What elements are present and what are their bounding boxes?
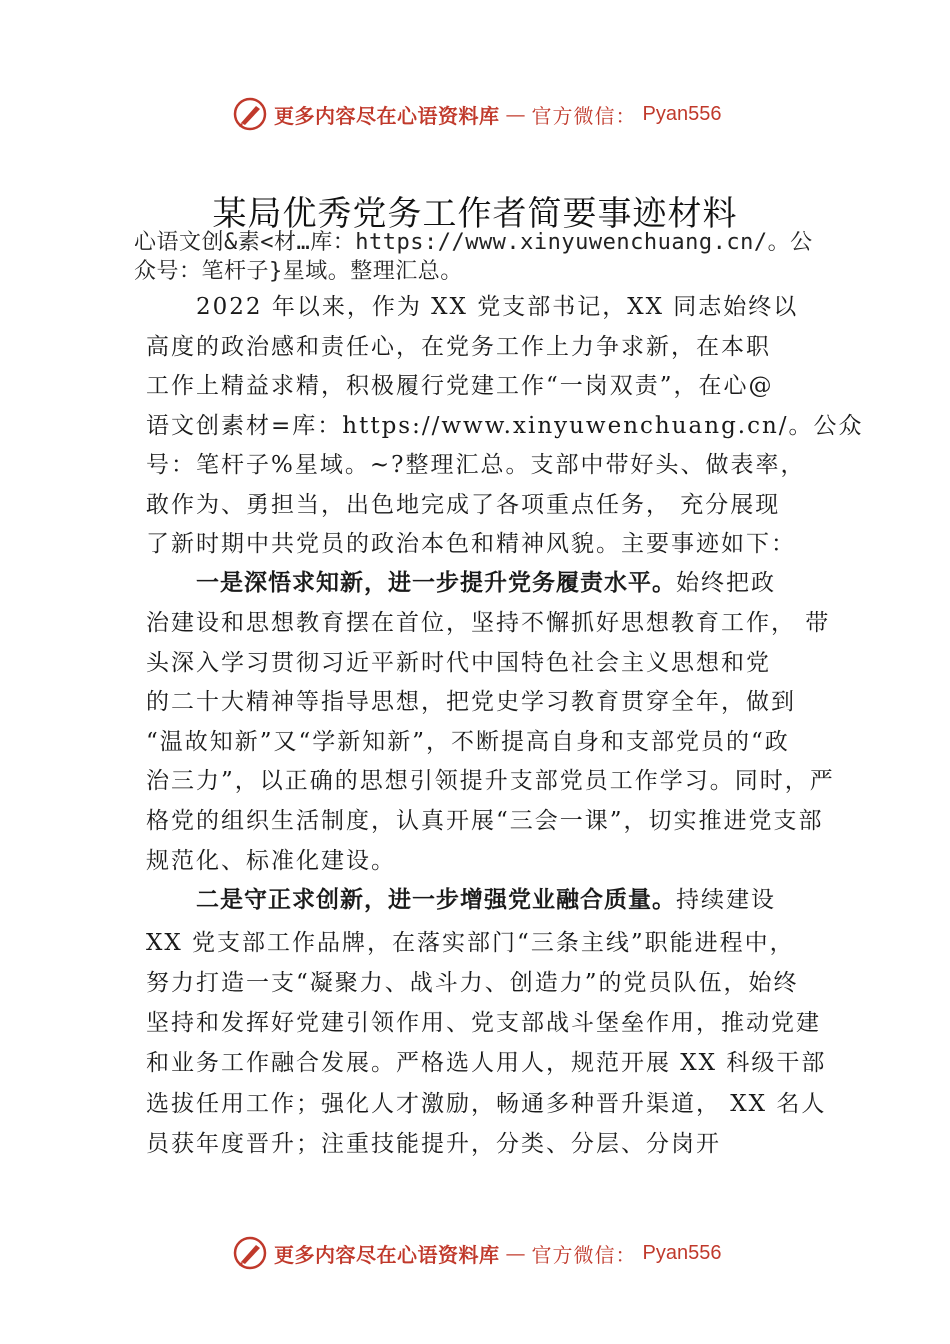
section-heading-1: 一是深悟求知新，进一步提升党务履责水平。 (196, 570, 676, 596)
footer-banner (232, 1233, 721, 1273)
banner-separator: — (505, 1241, 526, 1265)
body-line: 努力打造一支“凝聚力、战斗力、创造力”的党员队伍，始终 (146, 970, 799, 996)
body-line: 了新时期中共党员的政治本色和精神风貌。主要事迹如下： (146, 531, 796, 557)
body-line: 号：笔杆子%星域。~?整理汇总。支部中带好头、做表率， (146, 452, 806, 478)
pen-logo-icon (232, 96, 268, 132)
header-banner (232, 94, 721, 134)
body-line: 治三力”，以正确的思想引领提升支部党员工作学习。同时，严 (146, 768, 835, 794)
body-line: 语文创素材=库：https://www.xinyuwenchuang.cn/。公众 (146, 413, 864, 439)
section-heading-2: 二是守正求创新，进一步增强党业融合质量。 (196, 887, 676, 913)
pen-logo-icon (232, 1235, 268, 1271)
body-line: 工作上精益求精，积极履行党建工作“一岗双责”，在心@ (146, 373, 774, 399)
body-line: 坚持和发挥好党建引领作用、党支部战斗堡垒作用，推动党建 (146, 1010, 821, 1036)
body-line: 2022 年以来，作为 XX 党支部书记，XX 同志始终以 (196, 294, 799, 320)
banner-wechat-label: 官方微信： (531, 1242, 637, 1267)
body-line: “温故知新”又“学新知新”，不断提高自身和支部党员的“政 (146, 729, 790, 755)
body-line (196, 564, 876, 597)
body-line: 头深入学习贯彻习近平新时代中国特色社会主义思想和党 (146, 650, 771, 676)
body-line: XX 党支部工作品牌，在落实部门“三条主线”职能进程中， (146, 930, 795, 956)
body-line: 治建设和思想教育摆在首位，坚持不懈抓好思想教育工作， 带 (146, 610, 831, 636)
banner-wechat-label: 官方微信： (531, 103, 637, 128)
banner-wechat-id: Pyan556 (642, 1241, 722, 1264)
body-line: 高度的政治感和责任心，在党务工作上力争求新，在本职 (146, 334, 771, 360)
body-line: 敢作为、勇担当，出色地完成了各项重点任务， 充分展现 (146, 492, 781, 518)
body-line: 规范化、标准化建设。 (146, 848, 396, 874)
body-line: 选拔任用工作；强化人才激励，畅通多种晋升渠道， XX 名人 (146, 1091, 827, 1117)
banner-text: 更多内容尽在心语资料库 (274, 1242, 500, 1267)
body-line: 和业务工作融合发展。严格选人用人，规范开展 XX 科级干部 (146, 1050, 827, 1076)
source-note: 心语文创&素<材…库：https://www.xinyuwenchuang.cn/。公众号：笔杆子}星域。整理汇总。 (134, 230, 813, 284)
banner-separator: — (505, 102, 526, 126)
document-title: 某局优秀党务工作者简要事迹材料 (212, 194, 738, 234)
body-line-tail: 持续建设 (676, 887, 776, 913)
banner-wechat-id: Pyan556 (642, 102, 722, 125)
body-line: 格党的组织生活制度，认真开展“三会一课”，切实推进党支部 (146, 808, 824, 834)
body-line: 的二十大精神等指导思想，把党史学习教育贯穿全年，做到 (146, 689, 796, 715)
body-line (196, 881, 876, 914)
body-line-tail: 始终把政 (676, 570, 776, 596)
banner-text: 更多内容尽在心语资料库 (274, 103, 500, 128)
body-line: 员获年度晋升；注重技能提升，分类、分层、分岗开 (146, 1131, 721, 1157)
